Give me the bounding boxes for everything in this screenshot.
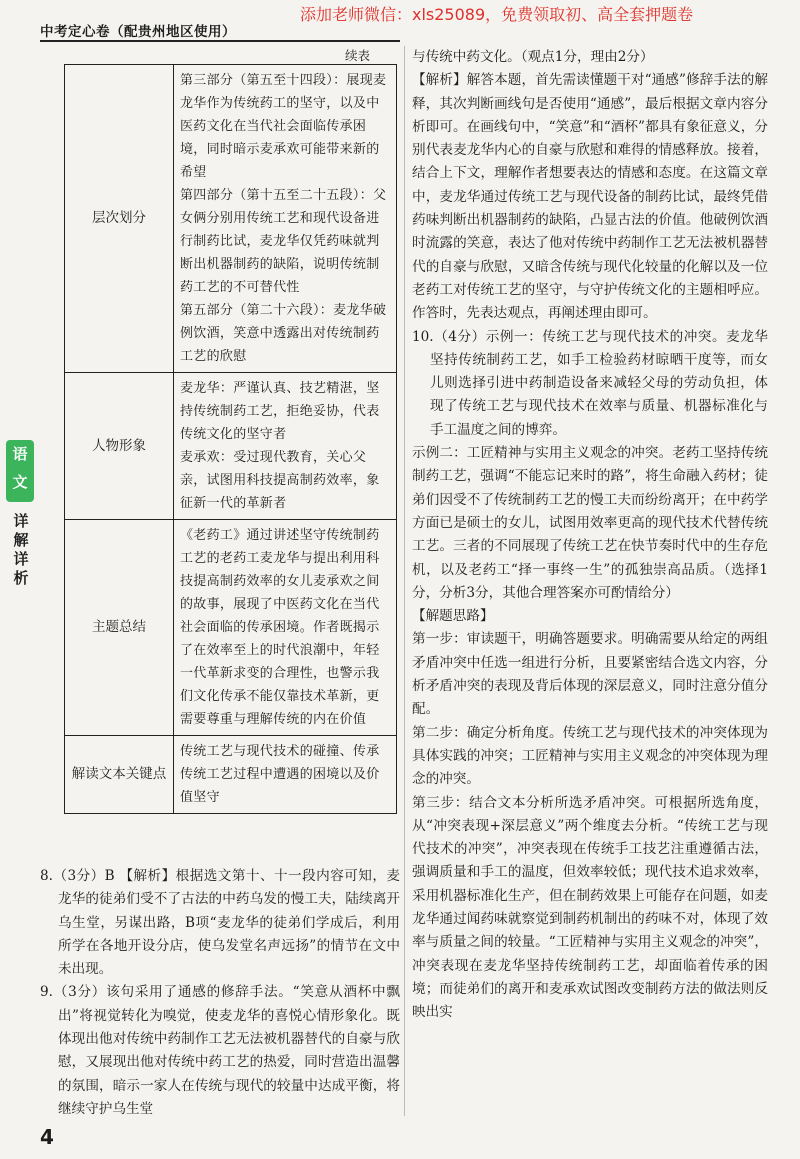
header-rule <box>40 40 400 42</box>
page-header-title: 中考定心卷（配贵州地区使用） <box>40 24 236 40</box>
watermark-text: 添加老师微信：xls25089，免费领取初、高全套押题卷 <box>300 5 694 24</box>
row-label: 人物形象 <box>65 373 174 520</box>
thinking-step2: 第二步：确定分析角度。传统工艺与现代技术的冲突体现为具体实践的冲突；工匠精神与实用主义观念的冲突体现为理念的冲突。 <box>412 724 768 788</box>
content-block: 麦承欢：受过现代教育，关心父亲，试图用科技提高制药效率，象征新一代的革新者 <box>180 450 380 511</box>
table-row <box>65 373 397 520</box>
section-side-label: 详解详析 <box>13 512 29 587</box>
answer-q8: 8.（3分）B 【解析】根据选文第十、十一段内容可知，麦龙华的徒弟们受不了古法的中药乌发的慢工夫，陆续离开乌生堂，另谋出路，B项“麦龙华的徒弟们学成后，利用所学在各地开设分店，使乌发堂名声远扬”的情节在文中未出现。 <box>40 868 400 978</box>
row-label: 解读文本关键点 <box>65 736 174 814</box>
row-label: 层次划分 <box>65 65 174 373</box>
subject-tab: 语文 <box>6 440 34 502</box>
row-content <box>174 736 397 814</box>
row-content <box>174 65 397 373</box>
answer-q10: 10.（4分）示例一：传统工艺与现代技术的冲突。麦龙华坚持传统制药工艺，如手工检验药材晾晒干度等，而女儿则选择引进中药制造设备来减轻父母的劳动负担，体现了传统工艺与现代技术在效率与质量、机器标准化与手工温度之间的博弈。 <box>412 328 768 438</box>
row-content <box>174 373 397 520</box>
answer-q9-analysis: 【解析】解答本题，首先需读懂题干对“通感”修辞手法的解释，其次判断画线句是否使用“通感”，最后根据文章内容分析即可。在画线句中，“笑意”和“酒杯”都具有象征意义，分别代表麦龙华内心的自豪与欣慰和难得的情感释放。接着，结合上下文，理解作者想要表达的情感和态度。在这篇文章中，麦龙华通过传统工艺与现代设备的制药比试，最终凭借药味判断出机器制药的缺陷，凸显古法的价值。他破例饮酒时流露的笑意，表达了他对传统中药制作工艺无法被机器替代的自豪与欣慰，又暗含传统与现代化较量的化解以及一位老药工对传统工艺的坚守，与守护传统文化的主题相呼应。作答时，先表达观点，再阐述理由即可。 <box>412 72 768 322</box>
thinking-step1: 第一步：审读题干，明确答题要求。明确需要从给定的两组矛盾冲突中任选一组进行分析，且要紧密结合选文内容，分析矛盾冲突的表现及背后体现的深层意义，同时注意分值分配。 <box>412 631 768 718</box>
table-row <box>65 520 397 736</box>
thinking-step3: 第三步：结合文本分析所选矛盾冲突。可根据所选角度，从“冲突表现+深层意义”两个维度去分析。“传统工艺与现代技术的冲突”，冲突表现在传统手工技艺注重遵循古法，强调质量和手工的温度，但效率较低；现代技术追求效率，采用机器标准化生产，但在制药效果上可能存在问题，如麦龙华通过闻药味就察觉到制药机制出的药味不对，体现了效率与质量之间的较量。“工匠精神与实用主义观念的冲突”，冲突表现在麦龙华坚持传统制药工艺，却面临着传承的困境；而徒弟们的离开和麦承欢试图改变制药方法的做法则反映出实 <box>412 794 768 1021</box>
content-block: 第四部分（第十五至二十五段）：父女俩分别用传统工艺和现代设备进行制药比试，麦龙华仅凭药味就判断出机器制药的缺陷，说明传统制药工艺的不可替代性 <box>180 188 387 295</box>
right-answer-column <box>412 46 768 1024</box>
table-row <box>65 736 397 814</box>
answer-q10-example2: 示例二：工匠精神与实用主义观念的冲突。老药工坚持传统制药工艺，强调“不能忘记来时的路”，将生命融入药材；徒弟们因受不了传统制药工艺的慢工夫而纷纷离开；在中药学方面已是硕士的女儿，试图用效率更高的现代技术代替传统工艺。三者的不同展现了传统工艺在快节奏时代中的生存危机，以及老药工“择一事终一生”的孤独崇高品质。（选择1分，分析3分，其他合理答案亦可酌情给分） <box>412 445 768 601</box>
content-block: 第三部分（第五至十四段）：展现麦龙华作为传统药工的坚守，以及中医药文化在当代社会面临传承困境，同时暗示麦承欢可能带来新的希望 <box>180 73 387 180</box>
answer-q9: 9.（3分）该句采用了通感的修辞手法。“笑意从酒杯中飘出”将视觉转化为嗅觉，使麦龙华的喜悦心情形象化。既体现出他对传统中药制作工艺无法被机器替代的自豪与欣慰，又展现出他对传统中药工艺的热爱，同时营造出温馨的氛围，暗示一家人在传统与现代的较量中达成平衡，将继续守护乌生堂 <box>40 984 400 1117</box>
table-row <box>65 65 397 373</box>
content-block: 传统工艺与现代技术的碰撞、传承传统工艺过程中遭遇的困境以及价值坚守 <box>180 744 380 805</box>
table-continued-label: 续表 <box>345 48 371 63</box>
content-block: 麦龙华：严谨认真、技艺精湛，坚持传统制药工艺，拒绝妥协，代表传统文化的坚守者 <box>180 381 380 442</box>
thinking-title: 【解题思路】 <box>412 608 494 625</box>
left-answer-column <box>40 865 400 1121</box>
content-block: 《老药工》通过讲述坚守传统制药工艺的老药工麦龙华与提出利用科技提高制药效率的女儿麦承欢之间的故事，展现了中医药文化在当代社会面临的传承困境。作者既揭示了在效率至上的时代浪潮中，年轻一代革新求变的合理性，也警示我们文化传承不能仅靠技术革新，更需要尊重与理解传统的内在价值 <box>180 528 380 727</box>
analysis-table <box>64 64 397 814</box>
content-block: 第五部分（第二十六段）：麦龙华破例饮酒，笑意中透露出对传统制药工艺的欣慰 <box>180 303 387 364</box>
column-divider <box>404 46 405 1116</box>
row-content <box>174 520 397 736</box>
page-number: 4 <box>40 1125 54 1149</box>
row-label: 主题总结 <box>65 520 174 736</box>
answer-q9-continued: 与传统中药文化。（观点1分，理由2分） <box>412 49 654 65</box>
